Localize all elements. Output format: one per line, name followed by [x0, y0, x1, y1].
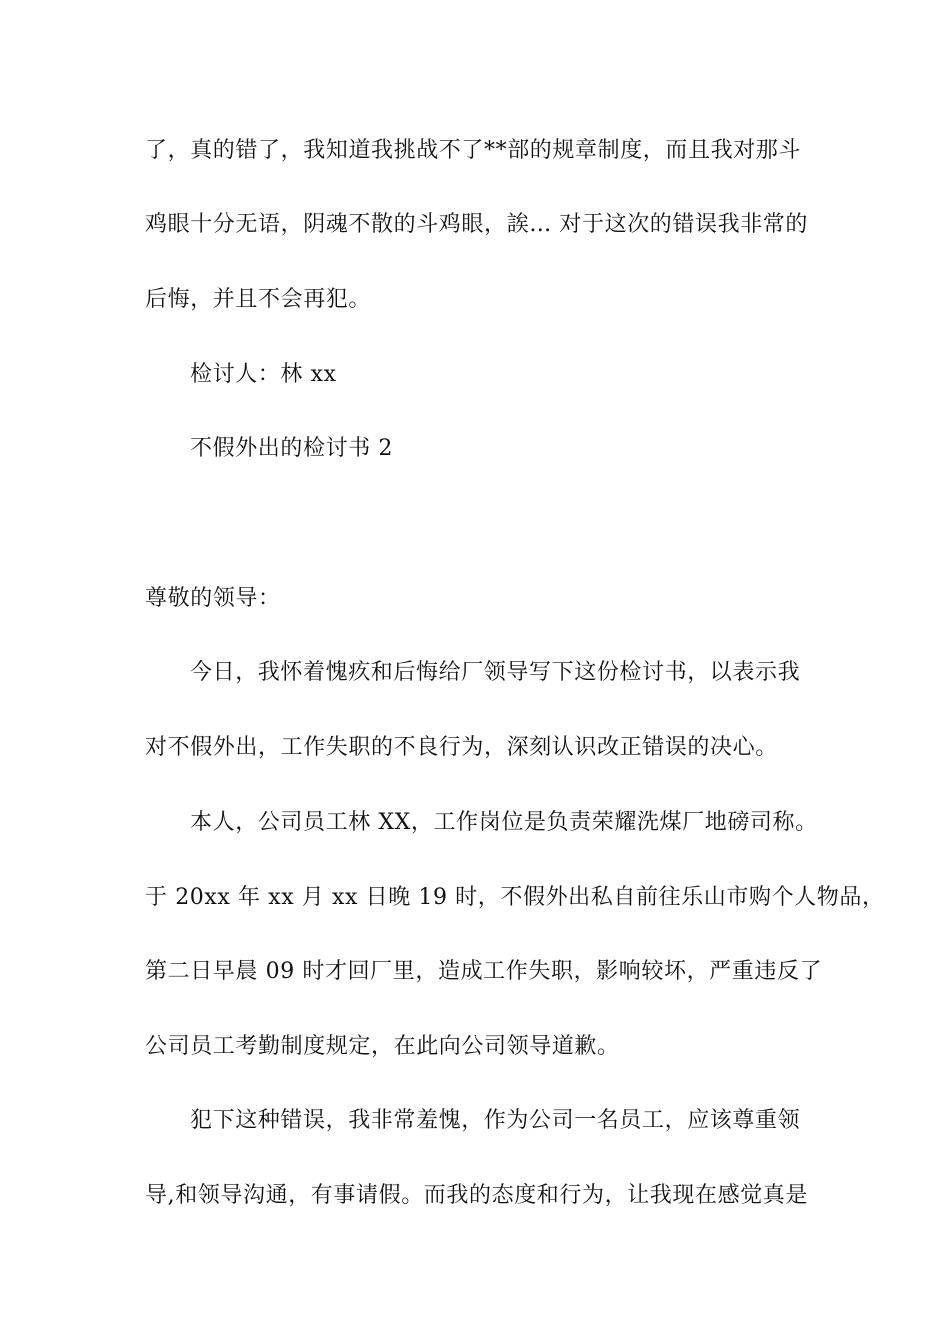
paragraph-line: 导,和领导沟通，有事请假。而我的态度和行为，让我现在感觉真是	[145, 1183, 808, 1208]
section-title: 不假外出的检讨书 2	[190, 436, 393, 461]
paragraph-line: 公司员工考勤制度规定，在此向公司领导道歉。	[145, 1034, 620, 1059]
paragraph-line: 了，真的错了，我知道我挑战不了**部的规章制度，而且我对那斗	[145, 138, 802, 163]
signature-line: 检讨人：林 xx	[190, 362, 337, 387]
paragraph-line: 后悔，并且不会再犯。	[145, 287, 372, 312]
paragraph-line: 本人，公司员工林 XX，工作岗位是负责荣耀洗煤厂地磅司称。	[190, 810, 818, 835]
paragraph-line: 于 20xx 年 xx 月 xx 日晚 19 时，不假外出私自前往乐山市购个人物品，	[145, 885, 885, 910]
paragraph-line: 今日，我怀着愧疚和后悔给厂领导写下这份检讨书，以表示我	[190, 660, 801, 685]
paragraph-line: 犯下这种错误，我非常羞愧，作为公司一名员工，应该尊重领	[190, 1108, 801, 1133]
paragraph-line: 对不假外出，工作失职的不良行为，深刻认识改正错误的决心。	[145, 735, 778, 760]
salutation: 尊敬的领导：	[145, 586, 281, 611]
paragraph-line: 鸡眼十分无语，阴魂不散的斗鸡眼，誒… 对于这次的错误我非常的	[145, 212, 808, 237]
paragraph-line: 第二日早晨 09 时才回厂里，造成工作失职，影响较坏，严重违反了	[145, 959, 823, 984]
